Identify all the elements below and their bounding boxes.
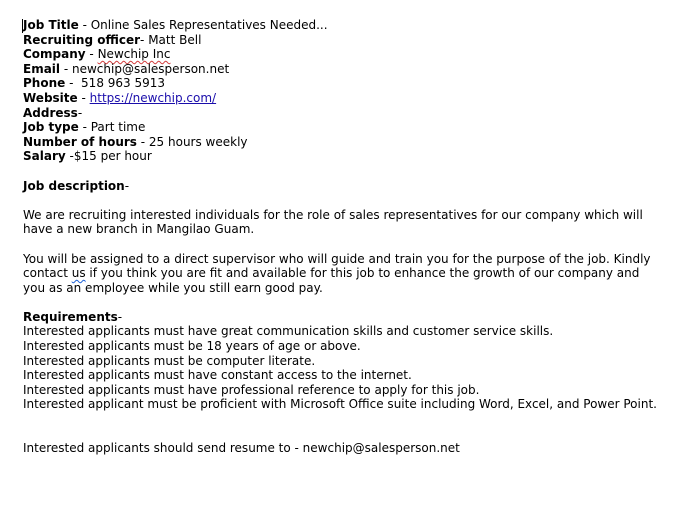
requirement-item: Interested applicants must have professional reference to apply for this job. [23, 382, 480, 397]
field-job-type [23, 120, 663, 135]
field-website [23, 91, 663, 106]
field-address [23, 106, 663, 121]
requirements-list [23, 324, 663, 412]
website-link[interactable]: https://newchip.com/ [89, 90, 217, 105]
requirements-label: Requirements [23, 309, 118, 324]
field-label: Salary [23, 149, 66, 164]
field-recruiting-officer [23, 33, 663, 48]
field-separator: - [78, 120, 91, 135]
field-job-title [23, 18, 663, 33]
field-salary [23, 149, 663, 164]
field-value: Part time [90, 120, 146, 135]
field-value: $15 per hour [73, 149, 152, 164]
requirements-heading [23, 310, 663, 325]
field-value: 25 hours weekly [148, 134, 248, 149]
field-label: Company [23, 47, 86, 62]
job-description-heading [23, 179, 663, 194]
requirement-item: Interested applicants must be computer literate. [23, 353, 316, 368]
field-separator: - [65, 76, 82, 91]
job-description-sep: - [124, 178, 130, 193]
field-label: Email [23, 61, 61, 76]
field-label: Phone [23, 76, 66, 91]
field-label: Website [23, 90, 78, 105]
field-separator: - [77, 105, 83, 120]
requirement-item: Interested applicants must have constant access to the internet. [23, 368, 412, 383]
description-paragraph-2 [23, 252, 663, 296]
field-number-of-hours [23, 135, 663, 150]
field-separator: - [65, 149, 74, 164]
document-body[interactable] [23, 18, 663, 456]
field-company [23, 47, 663, 62]
blank-lines [23, 412, 663, 441]
field-value: 518 963 5913 [81, 76, 166, 91]
closing-line: Interested applicants should send resume to - newchip@salesperson.net [23, 441, 460, 456]
field-value: Online Sales Representatives Needed... [90, 18, 328, 32]
field-separator: - [78, 18, 91, 32]
field-label: Recruiting officer [23, 32, 141, 47]
field-label: Job Title [23, 18, 79, 32]
field-email [23, 62, 663, 77]
field-separator: - [136, 134, 149, 149]
field-label: Job type [23, 120, 79, 135]
field-separator: - [140, 32, 149, 47]
requirement-item: Interested applicant must be proficient with Microsoft Office suite including Word, Excel, and Power Point. [23, 397, 657, 412]
blank-line [23, 295, 663, 310]
field-value: Newchip Inc [97, 47, 171, 62]
para2-after: if you think you are fit and available for this job to enhance the growth of our company and you as an employee while you still earn good pay. [23, 266, 640, 295]
requirement-item: Interested applicants must be 18 years of age or above. [23, 339, 361, 354]
requirements-sep: - [117, 309, 123, 324]
field-value: Matt Bell [148, 32, 202, 47]
job-description-label: Job description [23, 178, 125, 193]
field-separator: - [60, 61, 72, 76]
requirement-item: Interested applicants must have great communication skills and customer service skills. [23, 324, 554, 339]
field-separator: - [85, 47, 98, 62]
field-separator: - [77, 90, 90, 105]
para2-before: You will be assigned to a direct supervisor who will guide and train you for the purpose of the job. Kindly contact [23, 251, 651, 281]
job-details [23, 18, 663, 164]
blank-line [23, 164, 663, 179]
field-label: Address [23, 105, 78, 120]
field-value: newchip@salesperson.net [72, 61, 230, 76]
para2-us: us [71, 266, 86, 281]
field-phone [23, 76, 663, 91]
blank-line [23, 237, 663, 252]
field-label: Number of hours [23, 134, 137, 149]
blank-line [23, 193, 663, 208]
description-paragraph-1: We are recruiting interested individuals for the role of sales representatives for our company which will have a new branch in Mangilao Guam. [23, 207, 643, 237]
